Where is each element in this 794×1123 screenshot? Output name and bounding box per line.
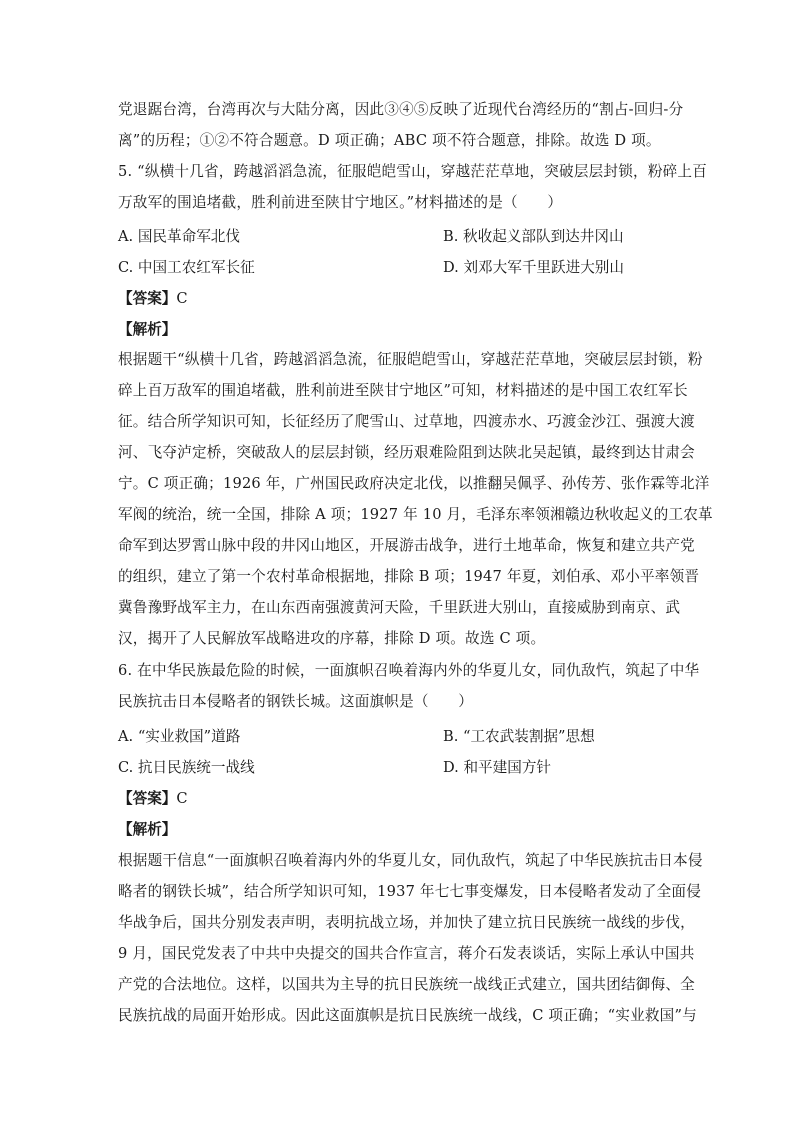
q5-option-c: C. 中国工农红军长征 — [118, 259, 255, 276]
q6-analysis-line-2: 略者的钢铁长城”，结合所学知识可知，1937 年七七事变爆发，日本侵略者发动了全面侵 — [118, 883, 702, 900]
q6-option-a: A. “实业救国”道路 — [118, 728, 241, 745]
q5-analysis-line-4: 河、飞夺泸定桥，突破敌人的层层封锁，经历艰难险阻到达陕北吴起镇，最终到达甘肃会 — [118, 444, 695, 461]
q6-analysis-line-1: 根据题干信息“一面旗帜召唤着海内外的华夏儿女，同仇敌忾，筑起了中华民族抗击日本侵 — [118, 852, 703, 869]
intro-line-1: 党退踞台湾，台湾再次与大陆分离，因此③④⑤反映了近现代台湾经历的“割占-回归-分 — [118, 101, 684, 118]
q5-analysis-line-9: 冀鲁豫野战军主力，在山东西南强渡黄河天险，千里跃进大别山，直接威胁到南京、武 — [118, 599, 681, 616]
q5-analysis-label: 【解析】 — [118, 321, 177, 338]
q6-answer — [118, 789, 188, 809]
q6-stem-line-1: 6. 在中华民族最危险的时候，一面旗帜召唤着海内外的华夏儿女，同仇敌忾，筑起了中华 — [118, 662, 700, 679]
q6-analysis-line-3: 华战争后，国共分别发表声明，表明抗战立场，并加快了建立抗日民族统一战线的步伐， — [118, 914, 695, 931]
q5-stem-line-1: 5. “纵横十几省，跨越滔滔急流，征服皑皑雪山，穿越茫茫草地，突破层层封锁，粉碎上百 — [118, 163, 707, 180]
q6-analysis-line-5: 产党的合法地位。这样，以国共为主导的抗日民族统一战线正式建立，国共团结御侮、全 — [118, 976, 695, 993]
q5-analysis-line-10: 汉，揭开了人民解放军战略进攻的序幕，排除 D 项。故选 C 项。 — [118, 630, 546, 647]
q6-option-b: B. “工农武装割据”思想 — [443, 728, 595, 745]
q5-analysis-line-1: 根据题干“纵横十几省，跨越滔滔急流，征服皑皑雪山，穿越茫茫草地，突破层层封锁，粉 — [118, 351, 703, 368]
q5-analysis-line-5: 宁。C 项正确；1926 年，广州国民政府决定北伐，以推翻吴佩孚、孙传芳、张作霖等北洋 — [118, 475, 710, 492]
q5-option-d: D. 刘邓大军千里跃进大别山 — [443, 259, 624, 276]
q6-answer-value: C — [176, 790, 188, 807]
q6-analysis-line-4: 9 月，国民党发表了中共中央提交的国共合作宣言，蒋介石发表谈话，实际上承认中国共 — [118, 945, 695, 962]
q6-answer-label: 【答案】 — [118, 790, 177, 807]
q5-option-a: A. 国民革命军北伐 — [118, 228, 240, 245]
q6-analysis-line-6: 民族抗战的局面开始形成。因此这面旗帜是抗日民族统一战线，C 项正确；“实业救国”与 — [118, 1007, 697, 1024]
q5-analysis-line-3: 征。结合所学知识可知，长征经历了爬雪山、过草地，四渡赤水、巧渡金沙江、强渡大渡 — [118, 413, 695, 430]
q5-stem-line-2: 万敌军的围追堵截，胜利前进至陕甘宁地区。”材料描述的是（ ） — [118, 194, 563, 211]
q5-analysis-line-7: 命军到达罗霄山脉中段的井冈山地区，开展游击战争，进行土地革命，恢复和建立共产党 — [118, 537, 695, 554]
q6-stem-line-2: 民族抗击日本侵略者的钢铁长城。这面旗帜是（ ） — [118, 693, 474, 710]
q5-analysis-line-8: 的组织，建立了第一个农村革命根据地，排除 B 项；1947 年夏，刘伯承、邓小平率领晋 — [118, 568, 700, 585]
intro-line-2: 离”的历程；①②不符合题意。D 项正确；ABC 项不符合题意，排除。故选 D 项。 — [118, 132, 661, 149]
q5-answer — [118, 289, 188, 309]
q6-option-d: D. 和平建国方针 — [443, 759, 552, 776]
q5-analysis-line-6: 军阀的统治，统一全国，排除 A 项；1927 年 10 月，毛泽东率领湘赣边秋收起义的工农革 — [118, 506, 713, 523]
q5-option-b: B. 秋收起义部队到达井冈山 — [443, 228, 624, 245]
q6-analysis-label: 【解析】 — [118, 821, 177, 838]
q5-analysis-line-2: 碎上百万敌军的围追堵截，胜利前进至陕甘宁地区”可知，材料描述的是中国工农红军长 — [118, 382, 688, 399]
q5-answer-value: C — [176, 290, 188, 307]
q6-option-c: C. 抗日民族统一战线 — [118, 759, 255, 776]
q5-answer-label: 【答案】 — [118, 290, 177, 307]
